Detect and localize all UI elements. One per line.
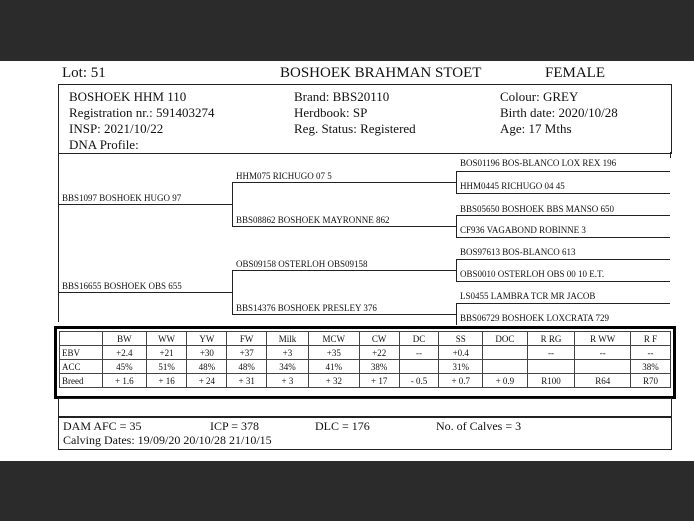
table-cell: R70 [631,374,671,388]
pedigree-sire-dam: BBS08862 BOSHOEK MAYRONNE 862 [236,215,390,225]
pedigree-connector [456,303,457,325]
table-cell: +22 [359,346,399,360]
table-cell: 48% [227,360,267,374]
ebv-col-header: DOC [483,332,527,346]
ebv-table [59,331,671,388]
pedigree-line [456,259,670,260]
row-label: ACC [60,360,103,374]
table-cell: +3 [267,346,309,360]
lot-sheet [0,61,694,461]
birth-date: Birth date: 2020/10/28 [500,105,618,120]
table-cell: +37 [227,346,267,360]
table-cell [483,346,527,360]
table-cell: 41% [308,360,359,374]
table-cell: +21 [146,346,187,360]
ebv-col-header: R WW [575,332,631,346]
pedigree-line [58,204,233,205]
table-cell: R100 [527,374,575,388]
ebv-col-header: MCW [308,332,359,346]
pedigree-line [456,303,670,304]
ebv-header-row [60,332,671,346]
table-cell [575,360,631,374]
pedigree-great-grandparent: BOS97613 BOS-BLANCO 613 [460,247,576,257]
ebv-col-header: BW [103,332,147,346]
table-cell [399,360,439,374]
ebv-col-header: R RG [527,332,575,346]
table-row [60,346,671,360]
icp: ICP = 378 [210,419,259,433]
pedigree-line [232,182,457,183]
dlc: DLC = 176 [315,419,370,433]
registration-number: Registration nr.: 591403274 [69,105,215,120]
table-cell: +35 [308,346,359,360]
table-cell: + 3 [267,374,309,388]
frame-line [58,152,59,322]
pedigree-great-grandparent: HHM0445 RICHUGO 04 45 [460,181,565,191]
ebv-col-header: FW [227,332,267,346]
ebv-col-header: DC [399,332,439,346]
ebv-col-header: YW [187,332,227,346]
age: Age: 17 Mths [500,121,572,136]
table-cell: + 1.6 [103,374,147,388]
table-cell: + 32 [308,374,359,388]
pedigree-line [232,314,457,315]
table-cell: +0.4 [439,346,483,360]
pedigree-great-grandparent: BBS05650 BOSHOEK BBS MANSO 650 [460,204,615,214]
registration-status: Reg. Status: Registered [294,121,416,136]
table-cell: 31% [439,360,483,374]
table-cell: + 0.9 [483,374,527,388]
pedigree-great-grandparent: LS0455 LAMBRA TCR MR JACOB [460,291,596,301]
frame-line [670,152,671,158]
table-cell: R64 [575,374,631,388]
ebv-col-header: R F [631,332,671,346]
pedigree-line [456,237,670,238]
brand: Brand: BBS20110 [294,89,390,104]
pedigree-great-grandparent: OBS0010 OSTERLOH OBS 00 10 E.T. [460,269,605,279]
ebv-col-header: SS [439,332,483,346]
calving-dates: Calving Dates: 19/09/20 20/10/28 21/10/15 [63,433,272,447]
dam-afc: DAM AFC = 35 [63,419,142,433]
row-label: Breed [60,374,103,388]
pedigree-connector [232,270,233,314]
table-cell: +2.4 [103,346,147,360]
table-cell: 38% [359,360,399,374]
pedigree-line [456,193,670,194]
animal-name: BOSHOEK HHM 110 [69,89,187,104]
row-label: EBV [60,346,103,360]
pedigree-sire: BBS1097 BOSHOEK HUGO 97 [62,193,182,203]
table-cell: -- [575,346,631,360]
pedigree-great-grandparent: CF936 VAGABOND ROBINNE 3 [460,225,586,235]
sheet-title: BOSHOEK BRAHMAN STOET [280,65,482,81]
pedigree-line [456,215,670,216]
table-cell: +30 [187,346,227,360]
number-of-calves: No. of Calves = 3 [436,419,522,433]
herdbook: Herdbook: SP [294,105,368,120]
pedigree-connector [456,259,457,281]
animal-sex: FEMALE [545,65,605,81]
pedigree-great-grandparent: BOS01196 BOS-BLANCO LOX REX 196 [460,158,617,168]
spacer-box [58,398,672,418]
pedigree-line [58,292,233,293]
table-row [60,360,671,374]
table-cell: 51% [146,360,187,374]
table-cell: 45% [103,360,147,374]
table-cell: 34% [267,360,309,374]
ebv-col-header [60,332,103,346]
table-cell [527,360,575,374]
ebv-col-header: CW [359,332,399,346]
pedigree-connector [456,215,457,237]
pedigree-line [232,226,457,227]
pedigree-dam: BBS16655 BOSHOEK OBS 655 [62,281,182,291]
table-cell: + 16 [146,374,187,388]
pedigree-sire-sire: HHM075 RICHUGO 07 5 [236,171,332,181]
pedigree-line [456,171,670,172]
lot-number: Lot: 51 [62,65,106,81]
table-cell: - 0.5 [399,374,439,388]
pedigree-line [456,281,670,282]
inspection-date: INSP: 2021/10/22 [69,121,164,136]
pedigree-great-grandparent: BBS06729 BOSHOEK LOXCRATA 729 [460,313,610,323]
table-cell: 38% [631,360,671,374]
pedigree-line [232,270,457,271]
table-cell: + 31 [227,374,267,388]
pedigree-dam-dam: BBS14376 BOSHOEK PRESLEY 376 [236,303,377,313]
pedigree-dam-sire: OBS09158 OSTERLOH OBS09158 [236,259,368,269]
colour: Colour: GREY [500,89,579,104]
table-cell: + 24 [187,374,227,388]
table-cell: -- [527,346,575,360]
pedigree-connector [232,182,233,226]
table-cell: -- [399,346,439,360]
table-cell: + 0.7 [439,374,483,388]
pedigree-connector [456,171,457,193]
table-row [60,374,671,388]
table-cell: + 17 [359,374,399,388]
ebv-col-header: WW [146,332,187,346]
ebv-col-header: Milk [267,332,309,346]
table-cell [483,360,527,374]
dna-profile: DNA Profile: [69,137,139,152]
table-cell: 48% [187,360,227,374]
table-cell: -- [631,346,671,360]
